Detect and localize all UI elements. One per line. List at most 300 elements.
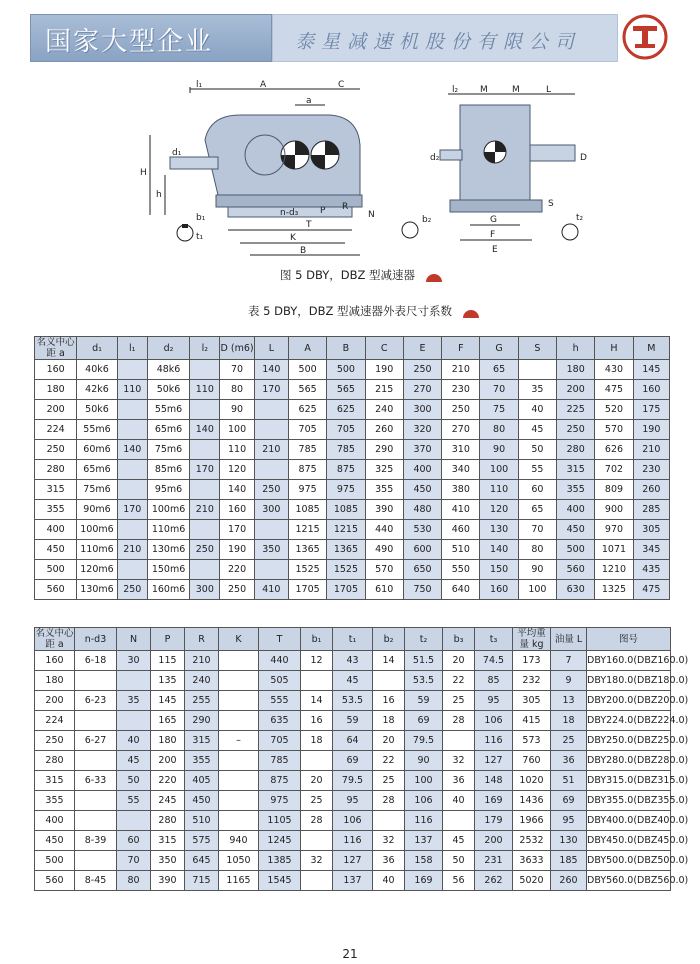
label-d2: d₂ — [430, 153, 440, 163]
table-cell: 110 — [480, 480, 518, 500]
table-cell — [117, 711, 151, 731]
table-cell — [190, 360, 220, 380]
table-cell — [254, 420, 288, 440]
table-cell: 255 — [185, 691, 219, 711]
table-cell: 79.5 — [333, 771, 373, 791]
table-cell: 260 — [551, 871, 587, 891]
table-cell: 140 — [190, 420, 220, 440]
table-cell: 500 — [35, 851, 75, 871]
label-F: F — [490, 230, 496, 240]
table-cell: 160 — [633, 380, 669, 400]
table-cell: 51.5 — [405, 651, 443, 671]
table-row — [35, 831, 671, 851]
label-N: N — [368, 210, 375, 220]
table-cell: 130 — [480, 520, 518, 540]
dimension-table — [34, 336, 670, 600]
table-cell: 305 — [513, 691, 551, 711]
label-C: C — [338, 80, 345, 90]
table-row — [35, 711, 671, 731]
company-name: 泰星减速机股份有限公司 — [295, 31, 582, 53]
table-cell: 1085 — [327, 500, 365, 520]
table-cell: 140 — [117, 440, 147, 460]
table-cell: 90m6 — [77, 500, 117, 520]
table-cell: 28 — [443, 711, 475, 731]
table-cell: 140 — [254, 360, 288, 380]
label-H: H — [140, 168, 147, 178]
table-cell: 59 — [333, 711, 373, 731]
table-cell: 280 — [151, 811, 185, 831]
table-cell: 2532 — [513, 831, 551, 851]
table-cell: 875 — [288, 460, 326, 480]
table-cell: 18 — [551, 711, 587, 731]
table-cell: 575 — [185, 831, 219, 851]
table-cell: 42k6 — [77, 380, 117, 400]
table-cell: 560 — [557, 560, 595, 580]
table-cell: 220 — [151, 771, 185, 791]
column-header: 平均重量 kg — [513, 628, 551, 651]
column-header: R — [185, 628, 219, 651]
table-cell — [443, 731, 475, 751]
table-cell: 85m6 — [147, 460, 189, 480]
table-cell — [117, 480, 147, 500]
table-cell: 200 — [475, 831, 513, 851]
table-cell: 220 — [220, 560, 254, 580]
table-cell — [75, 671, 117, 691]
table-cell: 18 — [301, 731, 333, 751]
table-cell: 14 — [301, 691, 333, 711]
table-cell: 160 — [35, 651, 75, 671]
table-cell — [117, 560, 147, 580]
table-cell — [190, 560, 220, 580]
table-cell: 760 — [513, 751, 551, 771]
table-cell: 975 — [288, 480, 326, 500]
table-cell: 705 — [327, 420, 365, 440]
table-cell: 1385 — [259, 851, 301, 871]
column-header: 图号 — [587, 628, 671, 651]
table-cell: 390 — [365, 500, 403, 520]
table-cell: 250 — [442, 400, 480, 420]
column-header: l₁ — [117, 337, 147, 360]
table-cell: 400 — [35, 520, 77, 540]
table-cell: 106 — [405, 791, 443, 811]
table-cell: 190 — [365, 360, 403, 380]
table-cell: 1525 — [288, 560, 326, 580]
table-cell: DBY200.0(DBZ200.0) — [587, 691, 671, 711]
table-cell: 610 — [365, 580, 403, 600]
table-cell: DBY315.0(DBZ315.0) — [587, 771, 671, 791]
table-row — [35, 420, 670, 440]
table-cell: 355 — [185, 751, 219, 771]
table-cell: 20 — [443, 651, 475, 671]
table-cell: 95 — [551, 811, 587, 831]
table-cell: 13 — [551, 691, 587, 711]
table-cell — [219, 771, 259, 791]
table-cell: 70 — [518, 520, 556, 540]
table-row — [35, 520, 670, 540]
table-cell: 975 — [259, 791, 301, 811]
table-cell: 106 — [333, 811, 373, 831]
table-cell: 380 — [442, 480, 480, 500]
gear-bullet-icon — [425, 269, 443, 283]
table-cell: 250 — [35, 731, 75, 751]
table-cell: 560 — [35, 580, 77, 600]
table-cell: 260 — [365, 420, 403, 440]
table-cell: 35 — [518, 380, 556, 400]
table-cell: 565 — [327, 380, 365, 400]
table-cell: 80 — [518, 540, 556, 560]
national-enterprise-banner — [30, 14, 272, 62]
table-cell: 110 — [220, 440, 254, 460]
table-cell: 555 — [259, 691, 301, 711]
table-cell: 250 — [254, 480, 288, 500]
front-view-drawing — [130, 75, 390, 265]
table-cell: 6-23 — [75, 691, 117, 711]
table-cell: 290 — [365, 440, 403, 460]
national-enterprise-title: 国家大型企业 — [45, 27, 214, 57]
label-A: A — [260, 80, 267, 90]
table-cell: 3633 — [513, 851, 551, 871]
label-T: T — [306, 220, 312, 230]
table-cell: 130m6 — [77, 580, 117, 600]
table-cell: 200 — [35, 691, 75, 711]
table-cell: 705 — [288, 420, 326, 440]
column-header: L — [254, 337, 288, 360]
table-cell: 630 — [557, 580, 595, 600]
table-cell: 95 — [333, 791, 373, 811]
table-cell: 500 — [557, 540, 595, 560]
company-banner — [272, 14, 618, 62]
table-cell: 645 — [185, 851, 219, 871]
table-cell: 170 — [254, 380, 288, 400]
column-header: 油量 L — [551, 628, 587, 651]
table-cell: 350 — [151, 851, 185, 871]
table-cell: 875 — [327, 460, 365, 480]
table-cell: 50k6 — [147, 380, 189, 400]
table-cell: 310 — [442, 440, 480, 460]
table-cell: 290 — [185, 711, 219, 731]
table-cell: 280 — [35, 460, 77, 480]
table-cell — [75, 711, 117, 731]
table-cell: 75m6 — [147, 440, 189, 460]
table-cell: 8-39 — [75, 831, 117, 851]
table-cell: 450 — [35, 831, 75, 851]
table-cell: 160 — [480, 580, 518, 600]
column-header: H — [595, 337, 633, 360]
table-cell: 35 — [117, 691, 151, 711]
table-cell: 450 — [557, 520, 595, 540]
table-cell: 179 — [475, 811, 513, 831]
table-cell: DBY355.0(DBZ355.0) — [587, 791, 671, 811]
table-cell: 130 — [551, 831, 587, 851]
table-cell: 315 — [35, 480, 77, 500]
table-cell: 169 — [405, 871, 443, 891]
table-cell: 170 — [190, 460, 220, 480]
table-cell: 90 — [220, 400, 254, 420]
table-cell: 285 — [633, 500, 669, 520]
table-cell: 260 — [633, 480, 669, 500]
table-cell — [219, 811, 259, 831]
table-cell: 405 — [185, 771, 219, 791]
table-cell: 65 — [480, 360, 518, 380]
table-cell: 450 — [185, 791, 219, 811]
table-cell: 100 — [480, 460, 518, 480]
label-t1: t₁ — [196, 232, 204, 242]
table-cell: 1245 — [259, 831, 301, 851]
weight-table — [34, 627, 689, 891]
label-h: h — [156, 190, 162, 200]
table-cell — [254, 400, 288, 420]
table-cell: 785 — [259, 751, 301, 771]
table-cell: 355 — [557, 480, 595, 500]
table-cell: 300 — [254, 500, 288, 520]
column-header: b₂ — [373, 628, 405, 651]
table-cell: 60 — [117, 831, 151, 851]
table-cell: 650 — [403, 560, 441, 580]
table-cell: 625 — [288, 400, 326, 420]
table-cell: 18 — [373, 711, 405, 731]
label-R: R — [342, 202, 349, 212]
label-l1: l₁ — [196, 80, 203, 90]
table-cell — [219, 791, 259, 811]
side-view-drawing — [400, 80, 600, 260]
table-cell: 225 — [557, 400, 595, 420]
table-cell: 210 — [442, 360, 480, 380]
table-cell: 305 — [633, 520, 669, 540]
table-cell: 355 — [365, 480, 403, 500]
table-cell: 230 — [442, 380, 480, 400]
table-cell: 215 — [365, 380, 403, 400]
table-cell — [117, 811, 151, 831]
table-cell: 30 — [117, 651, 151, 671]
table-cell — [117, 460, 147, 480]
table-cell: 702 — [595, 460, 633, 480]
table-row — [35, 851, 671, 871]
table-cell: 45 — [518, 420, 556, 440]
column-header: G — [480, 337, 518, 360]
table-cell: 500 — [288, 360, 326, 380]
table-row — [35, 731, 671, 751]
table-cell: 232 — [513, 671, 551, 691]
table-cell: 145 — [151, 691, 185, 711]
table-cell: 40 — [443, 791, 475, 811]
table-row — [35, 811, 671, 831]
table-cell: 300 — [190, 580, 220, 600]
table-cell: 500 — [327, 360, 365, 380]
table-cell: 69 — [551, 791, 587, 811]
table-cell: 95 — [475, 691, 513, 711]
table-cell: 40 — [117, 731, 151, 751]
table-row — [35, 691, 671, 711]
table-cell: 140 — [220, 480, 254, 500]
table-cell: 440 — [365, 520, 403, 540]
figure-caption-text: 图 5 DBY，DBZ 型减速器 — [280, 268, 416, 282]
column-header: C — [365, 337, 403, 360]
table-cell: 640 — [442, 580, 480, 600]
column-header: t₂ — [405, 628, 443, 651]
table-cell: 1545 — [259, 871, 301, 891]
table-cell: 25 — [301, 791, 333, 811]
table-cell: 1020 — [513, 771, 551, 791]
table-cell: 22 — [373, 751, 405, 771]
table-cell: 210 — [633, 440, 669, 460]
table-cell: 160 — [35, 360, 77, 380]
column-header: b₁ — [301, 628, 333, 651]
table-cell: 110m6 — [147, 520, 189, 540]
table1-caption — [248, 303, 480, 319]
table-cell: 785 — [288, 440, 326, 460]
table-cell: 32 — [373, 831, 405, 851]
table-cell: 53.5 — [333, 691, 373, 711]
table-cell: 345 — [633, 540, 669, 560]
table-cell — [75, 851, 117, 871]
table-cell: 6-18 — [75, 651, 117, 671]
table-cell: 169 — [475, 791, 513, 811]
table-cell: 510 — [185, 811, 219, 831]
table-cell: 1050 — [219, 851, 259, 871]
table-cell: 490 — [365, 540, 403, 560]
label-B: B — [300, 246, 307, 256]
table-cell: 90 — [518, 560, 556, 580]
table-cell: 22 — [443, 671, 475, 691]
table-cell: 410 — [442, 500, 480, 520]
table-cell: 350 — [254, 540, 288, 560]
table-cell: 475 — [595, 380, 633, 400]
table-cell: 809 — [595, 480, 633, 500]
table-cell: 150m6 — [147, 560, 189, 580]
table-cell: 48k6 — [147, 360, 189, 380]
table-cell: 230 — [633, 460, 669, 480]
table-cell: 705 — [259, 731, 301, 751]
table-cell: 120 — [480, 500, 518, 520]
table-cell: 36 — [373, 851, 405, 871]
table-cell: 245 — [151, 791, 185, 811]
table-cell: 570 — [365, 560, 403, 580]
column-header: d₂ — [147, 337, 189, 360]
column-header: 名义中心距 a — [35, 628, 74, 650]
table-cell: 160 — [220, 500, 254, 520]
table-cell: 36 — [443, 771, 475, 791]
table-cell — [301, 831, 333, 851]
table-row — [35, 480, 670, 500]
table-cell: 250 — [403, 360, 441, 380]
table-cell: 270 — [403, 380, 441, 400]
column-header: S — [518, 337, 556, 360]
table-cell: 510 — [442, 540, 480, 560]
table-cell: 175 — [633, 400, 669, 420]
label-M-2: M — [512, 85, 520, 95]
table-cell: 1966 — [513, 811, 551, 831]
table-cell: 505 — [259, 671, 301, 691]
table-cell: 550 — [442, 560, 480, 580]
table-cell — [190, 480, 220, 500]
table-cell: 224 — [35, 420, 77, 440]
table-cell: 32 — [443, 751, 475, 771]
label-b2: b₂ — [422, 215, 432, 225]
column-header: T — [259, 628, 301, 651]
table-row — [35, 400, 670, 420]
table-cell: 45 — [117, 751, 151, 771]
table-cell: 170 — [117, 500, 147, 520]
table-cell: 570 — [595, 420, 633, 440]
table-cell: 325 — [365, 460, 403, 480]
table-cell: 355 — [35, 791, 75, 811]
table-cell: 450 — [403, 480, 441, 500]
table-cell: 250 — [557, 420, 595, 440]
table-cell — [75, 791, 117, 811]
table-row — [35, 460, 670, 480]
table-cell — [254, 520, 288, 540]
table-cell: 625 — [327, 400, 365, 420]
table-cell: 315 — [35, 771, 75, 791]
table-cell: 115 — [151, 651, 185, 671]
label-S: S — [548, 199, 554, 209]
table-cell — [190, 520, 220, 540]
table1-caption-text: 表 5 DBY，DBZ 型减速器外表尺寸系数 — [248, 304, 453, 318]
table-cell: 130m6 — [147, 540, 189, 560]
table-cell: DBY250.0(DBZ250.0) — [587, 731, 671, 751]
table-cell — [117, 400, 147, 420]
table-cell: 43 — [333, 651, 373, 671]
table-cell: 110m6 — [77, 540, 117, 560]
table-cell: 51 — [551, 771, 587, 791]
table-cell: 180 — [151, 731, 185, 751]
column-header: b₃ — [443, 628, 475, 651]
table-cell: 250 — [35, 440, 77, 460]
table-cell: 40 — [518, 400, 556, 420]
table-cell: 190 — [220, 540, 254, 560]
table-cell: 100m6 — [147, 500, 189, 520]
table-cell: 28 — [301, 811, 333, 831]
table-cell: 70 — [220, 360, 254, 380]
column-header: t₁ — [333, 628, 373, 651]
table-cell: 116 — [475, 731, 513, 751]
table-cell: 1215 — [288, 520, 326, 540]
table-cell: 59 — [405, 691, 443, 711]
table-cell: 140 — [480, 540, 518, 560]
table-cell — [75, 751, 117, 771]
table-cell: 69 — [405, 711, 443, 731]
column-header: K — [219, 628, 259, 651]
table-cell: DBY560.0(DBZ560.0) — [587, 871, 671, 891]
table-row — [35, 380, 670, 400]
table-cell: 100 — [518, 580, 556, 600]
column-header: n-d3 — [75, 628, 117, 651]
table-cell: 127 — [475, 751, 513, 771]
table-cell: DBY180.0(DBZ180.0) — [587, 671, 671, 691]
table-cell: 50 — [518, 440, 556, 460]
table-cell: 120 — [220, 460, 254, 480]
table-cell: 635 — [259, 711, 301, 731]
table-cell: 240 — [365, 400, 403, 420]
table-cell: 56 — [443, 871, 475, 891]
column-header: P — [151, 628, 185, 651]
figure-caption — [280, 267, 443, 283]
table-cell: 165 — [151, 711, 185, 731]
table-cell: 480 — [403, 500, 441, 520]
label-b1: b₁ — [196, 213, 206, 223]
table-cell: 75 — [480, 400, 518, 420]
table-cell: 137 — [333, 871, 373, 891]
table-row — [35, 540, 670, 560]
table1-body — [35, 360, 670, 600]
label-M-1: M — [480, 85, 488, 95]
table-cell: 460 — [442, 520, 480, 540]
table-cell — [443, 811, 475, 831]
table-cell: 475 — [633, 580, 669, 600]
page-header — [0, 0, 700, 70]
table-cell: 55 — [117, 791, 151, 811]
label-K: K — [290, 233, 296, 243]
